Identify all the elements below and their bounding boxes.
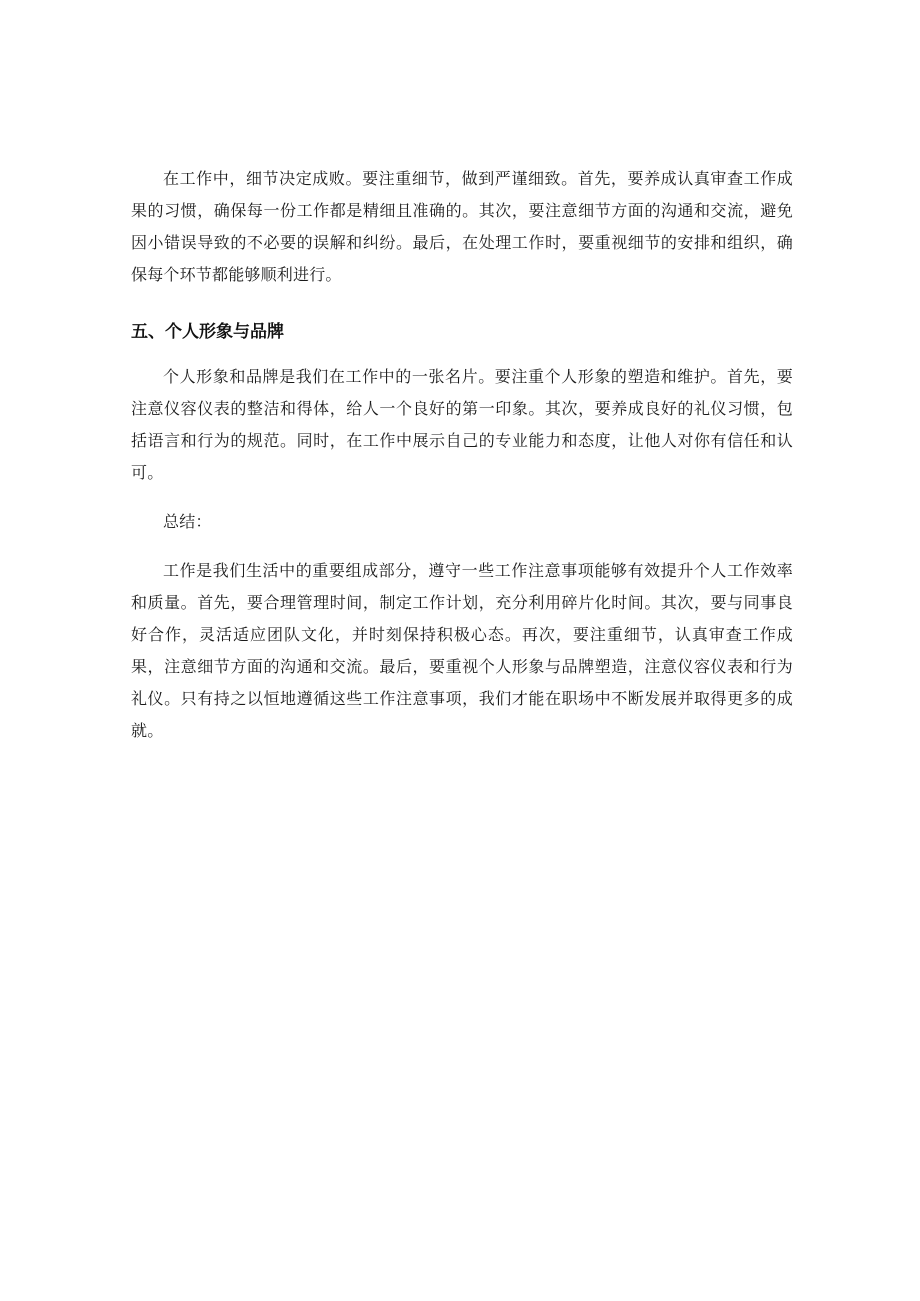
document-body: [131, 163, 793, 747]
section-heading-personal-image: 五、个人形象与品牌: [131, 322, 284, 342]
spacer: [131, 538, 793, 555]
spacer: [131, 489, 793, 506]
paragraph-details: 在工作中，细节决定成败。要注重细节，做到严谨细致。首先，要养成认真审查工作成果的习惯，确保每一份工作都是精细且准确的。其次，要注意细节方面的沟通和交流，避免因小错误导致的不必要的误解和纠纷。最后，在处理工作时，要重视细节的安排和组织，确保每个环节都能够顺利进行。: [131, 169, 793, 284]
spacer: [131, 291, 793, 317]
summary-label: 总结：: [163, 512, 212, 531]
spacer: [131, 347, 793, 361]
paragraph-summary: 工作是我们生活中的重要组成部分，遵守一些工作注意事项能够有效提升个人工作效率和质量。首先，要合理管理时间，制定工作计划，充分利用碎片化时间。其次，要与同事良好合作，灵活适应团队文化，并时刻保持积极心态。再次，要注重细节，认真审查工作成果，注意细节方面的沟通和交流。最后，要重视个人形象与品牌塑造，注意仪容仪表和行为礼仪。只有持之以恒地遵循这些工作注意事项，我们才能在职场中不断发展并取得更多的成就。: [131, 561, 793, 740]
paragraph-personal-image: 个人形象和品牌是我们在工作中的一张名片。要注重个人形象的塑造和维护。首先，要注意仪容仪表的整洁和得体，给人一个良好的第一印象。其次，要养成良好的礼仪习惯，包括语言和行为的规范。同时，在工作中展示自己的专业能力和态度，让他人对你有信任和认可。: [131, 367, 793, 482]
